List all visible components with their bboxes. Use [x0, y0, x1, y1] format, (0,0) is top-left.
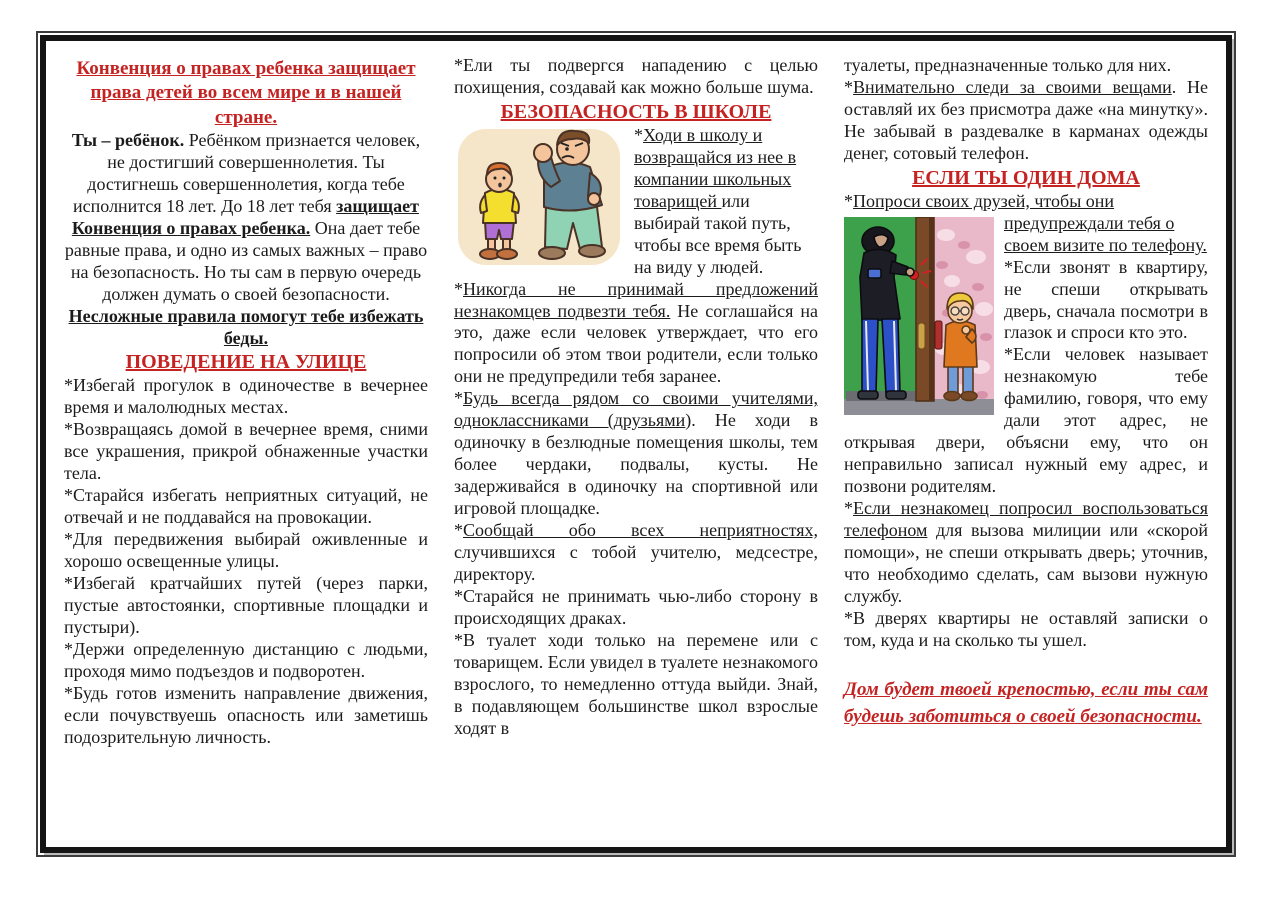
home-tip-5: *В дверях квартиры не оставляй записки о том, куда и на сколько ты ушел.	[844, 607, 1208, 650]
school-tip-2	[454, 279, 818, 389]
text-segment: ). Не ходи в одиночку в безлюдные помещения школы, тем более чердаки, подвалы, кусты. Не задерживайся в одиночку на спортивной или игровой площадке.	[454, 410, 818, 519]
text-segment: случившихся с тобой учителю, медсестре, директору.	[454, 542, 818, 584]
school-tip-3	[454, 388, 818, 520]
text-segment: Конвенция о правах ребенка защищает права детей во всем мире и в нашей стране.	[76, 58, 416, 128]
leaflet-frame	[40, 35, 1232, 853]
text-segment: Будь всегда рядом со своими учителями, одноклассниками (друзьями	[454, 388, 818, 431]
school-tip-4	[454, 520, 818, 586]
column-1	[64, 55, 428, 847]
text-segment: *	[454, 520, 463, 541]
text-segment: Сообщай обо всех неприятностях,	[463, 520, 818, 541]
adult-scolding-child-image	[454, 127, 626, 269]
rule-statement	[64, 306, 428, 350]
text-segment: или выбирай такой путь, чтобы все время быть на виду у людей.	[634, 190, 802, 277]
section-heading-school: БЕЗОПАСНОСТЬ В ШКОЛЕ	[500, 100, 772, 123]
column-2	[454, 55, 818, 847]
text-segment: *	[844, 76, 853, 97]
column-3	[844, 55, 1208, 847]
street-tip-4: *Для передвижения выбирай оживленные и хорошо освещенные улицы.	[64, 529, 428, 572]
text-segment: *	[454, 388, 463, 409]
leaflet-title	[64, 57, 428, 130]
home-tip-1-line1	[844, 191, 1208, 213]
text-segment: Ребёнком признается человек, не достигший совершеннолетия. Ты достигнешь совершеннолетия, когда тебе исполнится 18 лет. До 18 лет тебя	[73, 129, 421, 216]
section-heading-home: ЕСЛИ ТЫ ОДИН ДОМА	[912, 166, 1140, 189]
text-segment: *	[844, 190, 853, 211]
belongings-tip	[844, 77, 1208, 165]
intro-paragraph	[64, 130, 428, 306]
text-segment: *	[634, 124, 643, 145]
scolding-clipart-icon	[454, 127, 626, 269]
text-segment: Внимательно следи за своими вещами	[853, 76, 1172, 97]
text-segment: *	[844, 498, 853, 519]
street-tip-5: *Избегай кратчайших путей (через парки, пустые автостоянки, спортивные площадки и пустыри).	[64, 573, 428, 637]
text-segment: предупреждали тебя о своем визите по телефону.	[1004, 212, 1207, 255]
text-segment: . Не оставляй их без присмотра даже «на минутку». Не забывай в раздевалке в карманах одежды денег, сотовый телефон.	[844, 76, 1208, 163]
text-segment: Несложные правила помогут тебе избежать беды.	[68, 305, 424, 348]
school-tip-5: *Старайся не принимать чью-либо сторону в происходящих драках.	[454, 585, 818, 628]
text-segment: Попроси своих друзей, чтобы они	[853, 190, 1115, 211]
stranger-at-door-image	[844, 217, 994, 415]
street-tip-2: *Возвращаясь домой в вечернее время, сними все украшения, прикрой обнаженные участки тела.	[64, 419, 428, 484]
text-segment: Если незнакомец попросил воспользоваться телефоном	[844, 498, 1208, 541]
home-tip-2: *Если звонят в квартиру, не спеши открывать дверь, сначала посмотри в глазок и спроси кто это.	[1004, 256, 1208, 343]
street-tip-3: *Старайся избегать неприятных ситуаций, не отвечай и не поддавайся на провокации.	[64, 485, 428, 528]
street-tip-7: *Будь готов изменить направление движения, если почувствуешь опасность или заметишь подозрительную личность.	[64, 682, 428, 747]
text-segment: Не соглашайся на это, даже если человек утверждает, что его попросили об этом твои родители, если только они не предупредили тебя заранее.	[454, 300, 818, 387]
home-tip-4	[844, 498, 1208, 608]
closing-slogan: Дом будет твоей крепостью, если ты сам будешь заботиться о своей безопасности.	[844, 678, 1208, 728]
text-segment: для вызова милиции или «скорой помощи», не спеши открывать дверь; уточнив, что необходимо сделать, сам вызови нужную службу.	[844, 520, 1208, 606]
text-segment: Ты – ребёнок.	[71, 129, 185, 150]
section-heading-street: ПОВЕДЕНИЕ НА УЛИЦЕ	[125, 351, 367, 374]
kidnap-tip: *Ели ты подвергся нападению с целью похищения, создавай как можно больше шума.	[454, 55, 818, 97]
text-segment: Ходи в школу и возвращайся из нее в компании школьных товарищей	[634, 124, 797, 211]
street-tip-1: *Избегай прогулок в одиночестве в вечернее время и малолюдных местах.	[64, 375, 428, 418]
text-segment: Она дает тебе равные права, и одно из самых важных – право на безопасность. Но ты сам в первую очередь должен думать о своей безопасности.	[64, 217, 428, 304]
toilets-continuation: туалеты, предназначенные только для них.	[844, 55, 1172, 75]
door-clipart-icon	[844, 217, 994, 415]
text-segment: защищает Конвенция о правах ребенка.	[71, 195, 419, 238]
street-tip-6: *Держи определенную дистанцию с людьми, проходя мимо подъездов и подворотен.	[64, 638, 428, 681]
text-segment: *	[454, 278, 463, 299]
text-segment: Никогда не принимай предложений незнакомцев подвезти тебя.	[454, 278, 818, 321]
home-tip-3: *Если человек называет незнакомую тебе фамилию, говоря, что ему дали этот адрес, не открывая двери, объясни ему, что он неправильно записал нужный ему адрес, и позвони родителям.	[844, 344, 1208, 497]
school-tip-6: *В туалет ходи только на перемене или с товарищем. Если увидел в туалете незнакомого взрослого, то немедленно оттуда выйди. Знай, в подавляющем большинстве школ взрослые ходят в	[454, 629, 818, 738]
